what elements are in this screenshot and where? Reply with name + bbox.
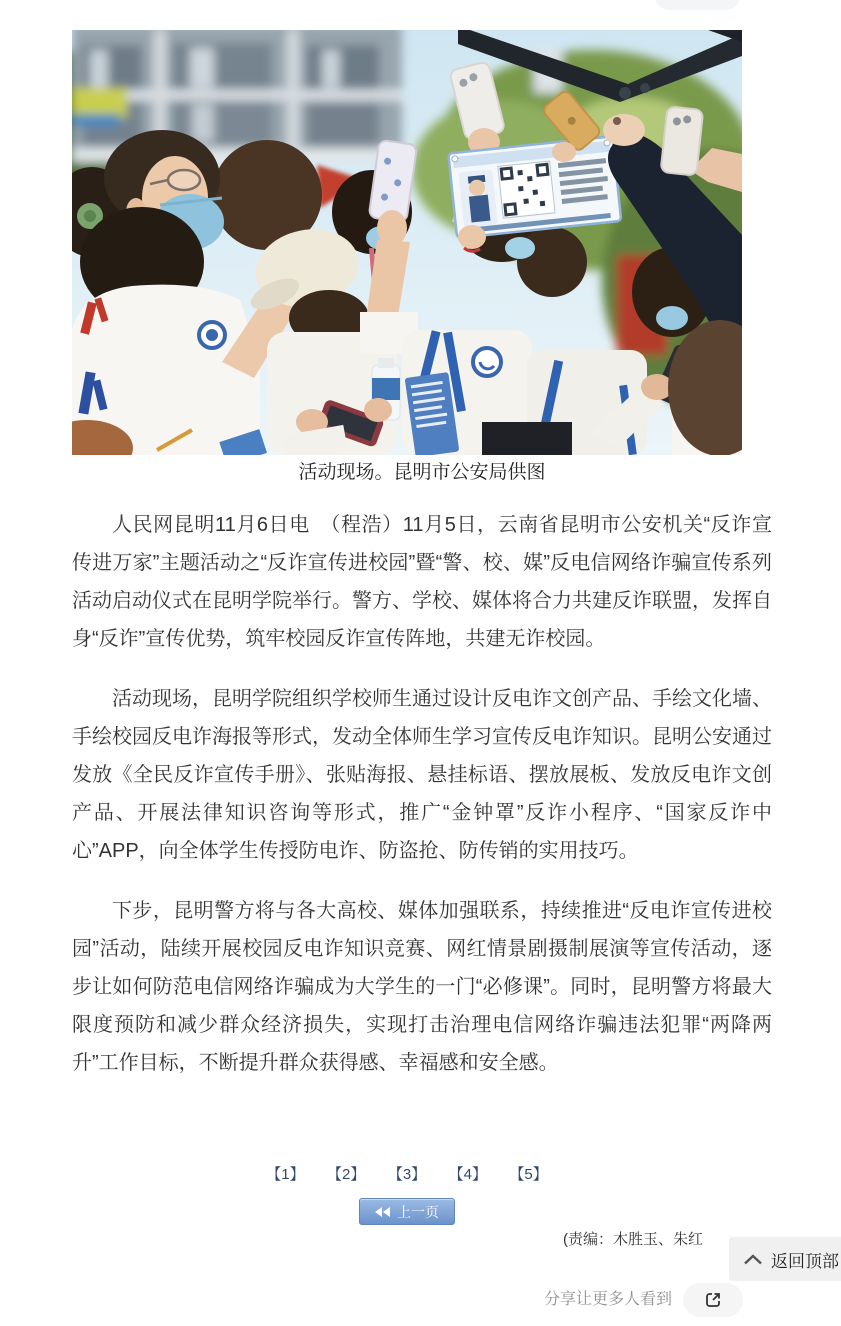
pagination — [72, 1163, 742, 1184]
share-external-icon — [703, 1290, 723, 1310]
page-link-5[interactable]: 【5】 — [509, 1166, 548, 1183]
article-body — [72, 506, 772, 1104]
article-photo — [72, 30, 742, 455]
article-paragraph: 活动现场，昆明学院组织学校师生通过设计反电诈文创产品、手绘文化墙、手绘校园反电诈海报等形式，发动全体师生学习宣传反电诈知识。昆明公安通过发放《全民反诈宣传手册》、张贴海报、悬挂标语、摆放展板、发放反电诈文创产品、开展法律知识咨询等形式，推广“金钟罩”反诈小程序、“国家反诈中心”APP，向全体学生传授防电诈、防盗抢、防传销的实用技巧。 — [72, 688, 772, 862]
photo-caption: 活动现场。昆明市公安局供图 — [298, 462, 546, 483]
event-photo-illustration — [72, 30, 742, 455]
share-button[interactable] — [683, 1283, 743, 1317]
top-partial-pill-button[interactable] — [655, 0, 740, 10]
article-figure — [72, 30, 772, 486]
editors-credit: (责编：木胜玉、朱红 — [563, 1231, 703, 1248]
double-left-arrow-icon — [375, 1207, 390, 1217]
prev-page-row — [72, 1198, 742, 1225]
article-paragraph: 下步，昆明警方将与各大高校、媒体加强联系，持续推进“反电诈宣传进校园”活动，陆续开展校园反电诈知识竞赛、网红情景剧摄制展演等宣传活动，逐步让如何防范电信网络诈骗成为大学生的一门“必修课”。同时，昆明警方将最大限度预防和减少群众经济损失，实现打击治理电信网络诈骗违法犯罪“两降两升”工作目标，不断提升群众获得感、幸福感和安全感。 — [72, 900, 772, 1074]
qr-card — [448, 136, 621, 238]
page-link-1[interactable]: 【1】 — [266, 1166, 305, 1183]
share-label: 分享让更多人看到 — [544, 1291, 673, 1308]
page-link-3[interactable]: 【3】 — [387, 1166, 427, 1183]
prev-page-button[interactable] — [359, 1198, 455, 1225]
article-paragraph: 人民网昆明11月6日电 （程浩）11月5日，云南省昆明市公安机关“反诈宣传进万家”主题活动之“反诈宣传进校园”暨“警、校、媒”反电信网络诈骗宣传系列活动启动仪式在昆明学院举行。警方、学校、媒体将合力共建反诈联盟，发挥自身“反诈”宣传优势，筑牢校园反诈宣传阵地，共建无诈校园。 — [72, 514, 772, 650]
back-to-top-label: 返回顶部 — [771, 1251, 839, 1271]
share-row — [544, 1283, 743, 1317]
prev-page-label: 上一页 — [397, 1203, 439, 1220]
back-to-top-button[interactable] — [729, 1237, 841, 1281]
chevron-up-icon — [743, 1254, 763, 1265]
page-link-2[interactable]: 【2】 — [327, 1166, 366, 1183]
page-link-4[interactable]: 【4】 — [448, 1166, 487, 1183]
